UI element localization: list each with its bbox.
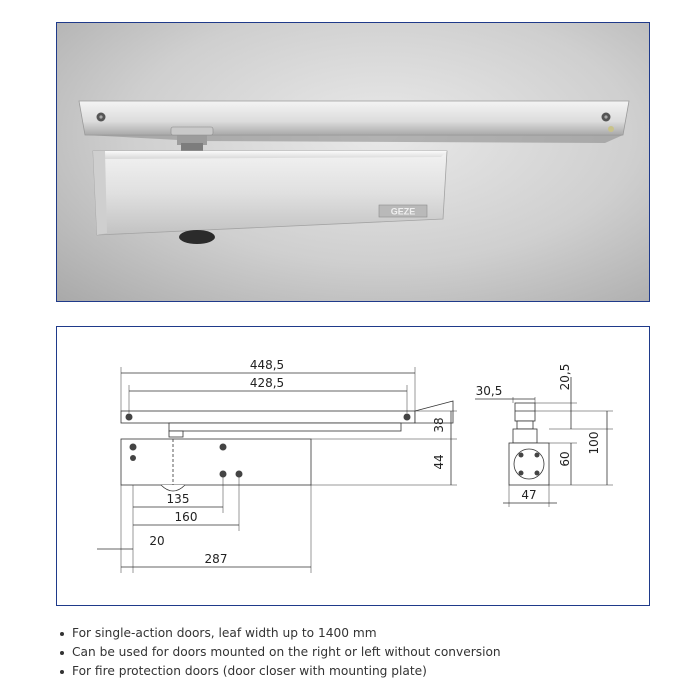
dim-30-5: 30,5 (475, 384, 503, 398)
dim-47: 47 (521, 488, 537, 502)
dim-160: 160 (174, 510, 198, 524)
feature-item: Can be used for doors mounted on the right or left without conversion (58, 643, 501, 662)
dim-135: 135 (166, 492, 190, 506)
dim-287: 287 (204, 552, 228, 566)
closer-body (93, 151, 447, 244)
dim-20: 20 (149, 534, 165, 548)
brand-label: GEZE (390, 206, 416, 217)
dim-38: 38 (432, 417, 446, 433)
feature-item: For fire protection doors (door closer with mounting plate) (58, 662, 501, 681)
dim-44: 44 (432, 454, 446, 470)
dimension-drawing (56, 326, 650, 606)
dim-100: 100 (587, 431, 601, 455)
dim-60: 60 (558, 451, 572, 467)
dim-428-5: 428,5 (249, 376, 285, 390)
dim-20-5: 20,5 (558, 363, 572, 391)
rail-screw-left (126, 414, 133, 421)
product-photo (56, 22, 650, 302)
slider-outline (169, 423, 401, 431)
door-closer-illustration (57, 23, 650, 302)
guide-rail (79, 101, 629, 143)
dim-448-5: 448,5 (249, 358, 285, 372)
feature-list (58, 624, 501, 681)
dimension-drawing-svg (57, 327, 651, 607)
body-outline (121, 439, 311, 485)
rail-screw-right (404, 414, 411, 421)
feature-item: For single-action doors, leaf width up to 1400 mm (58, 624, 501, 643)
rail-outline (121, 411, 415, 423)
